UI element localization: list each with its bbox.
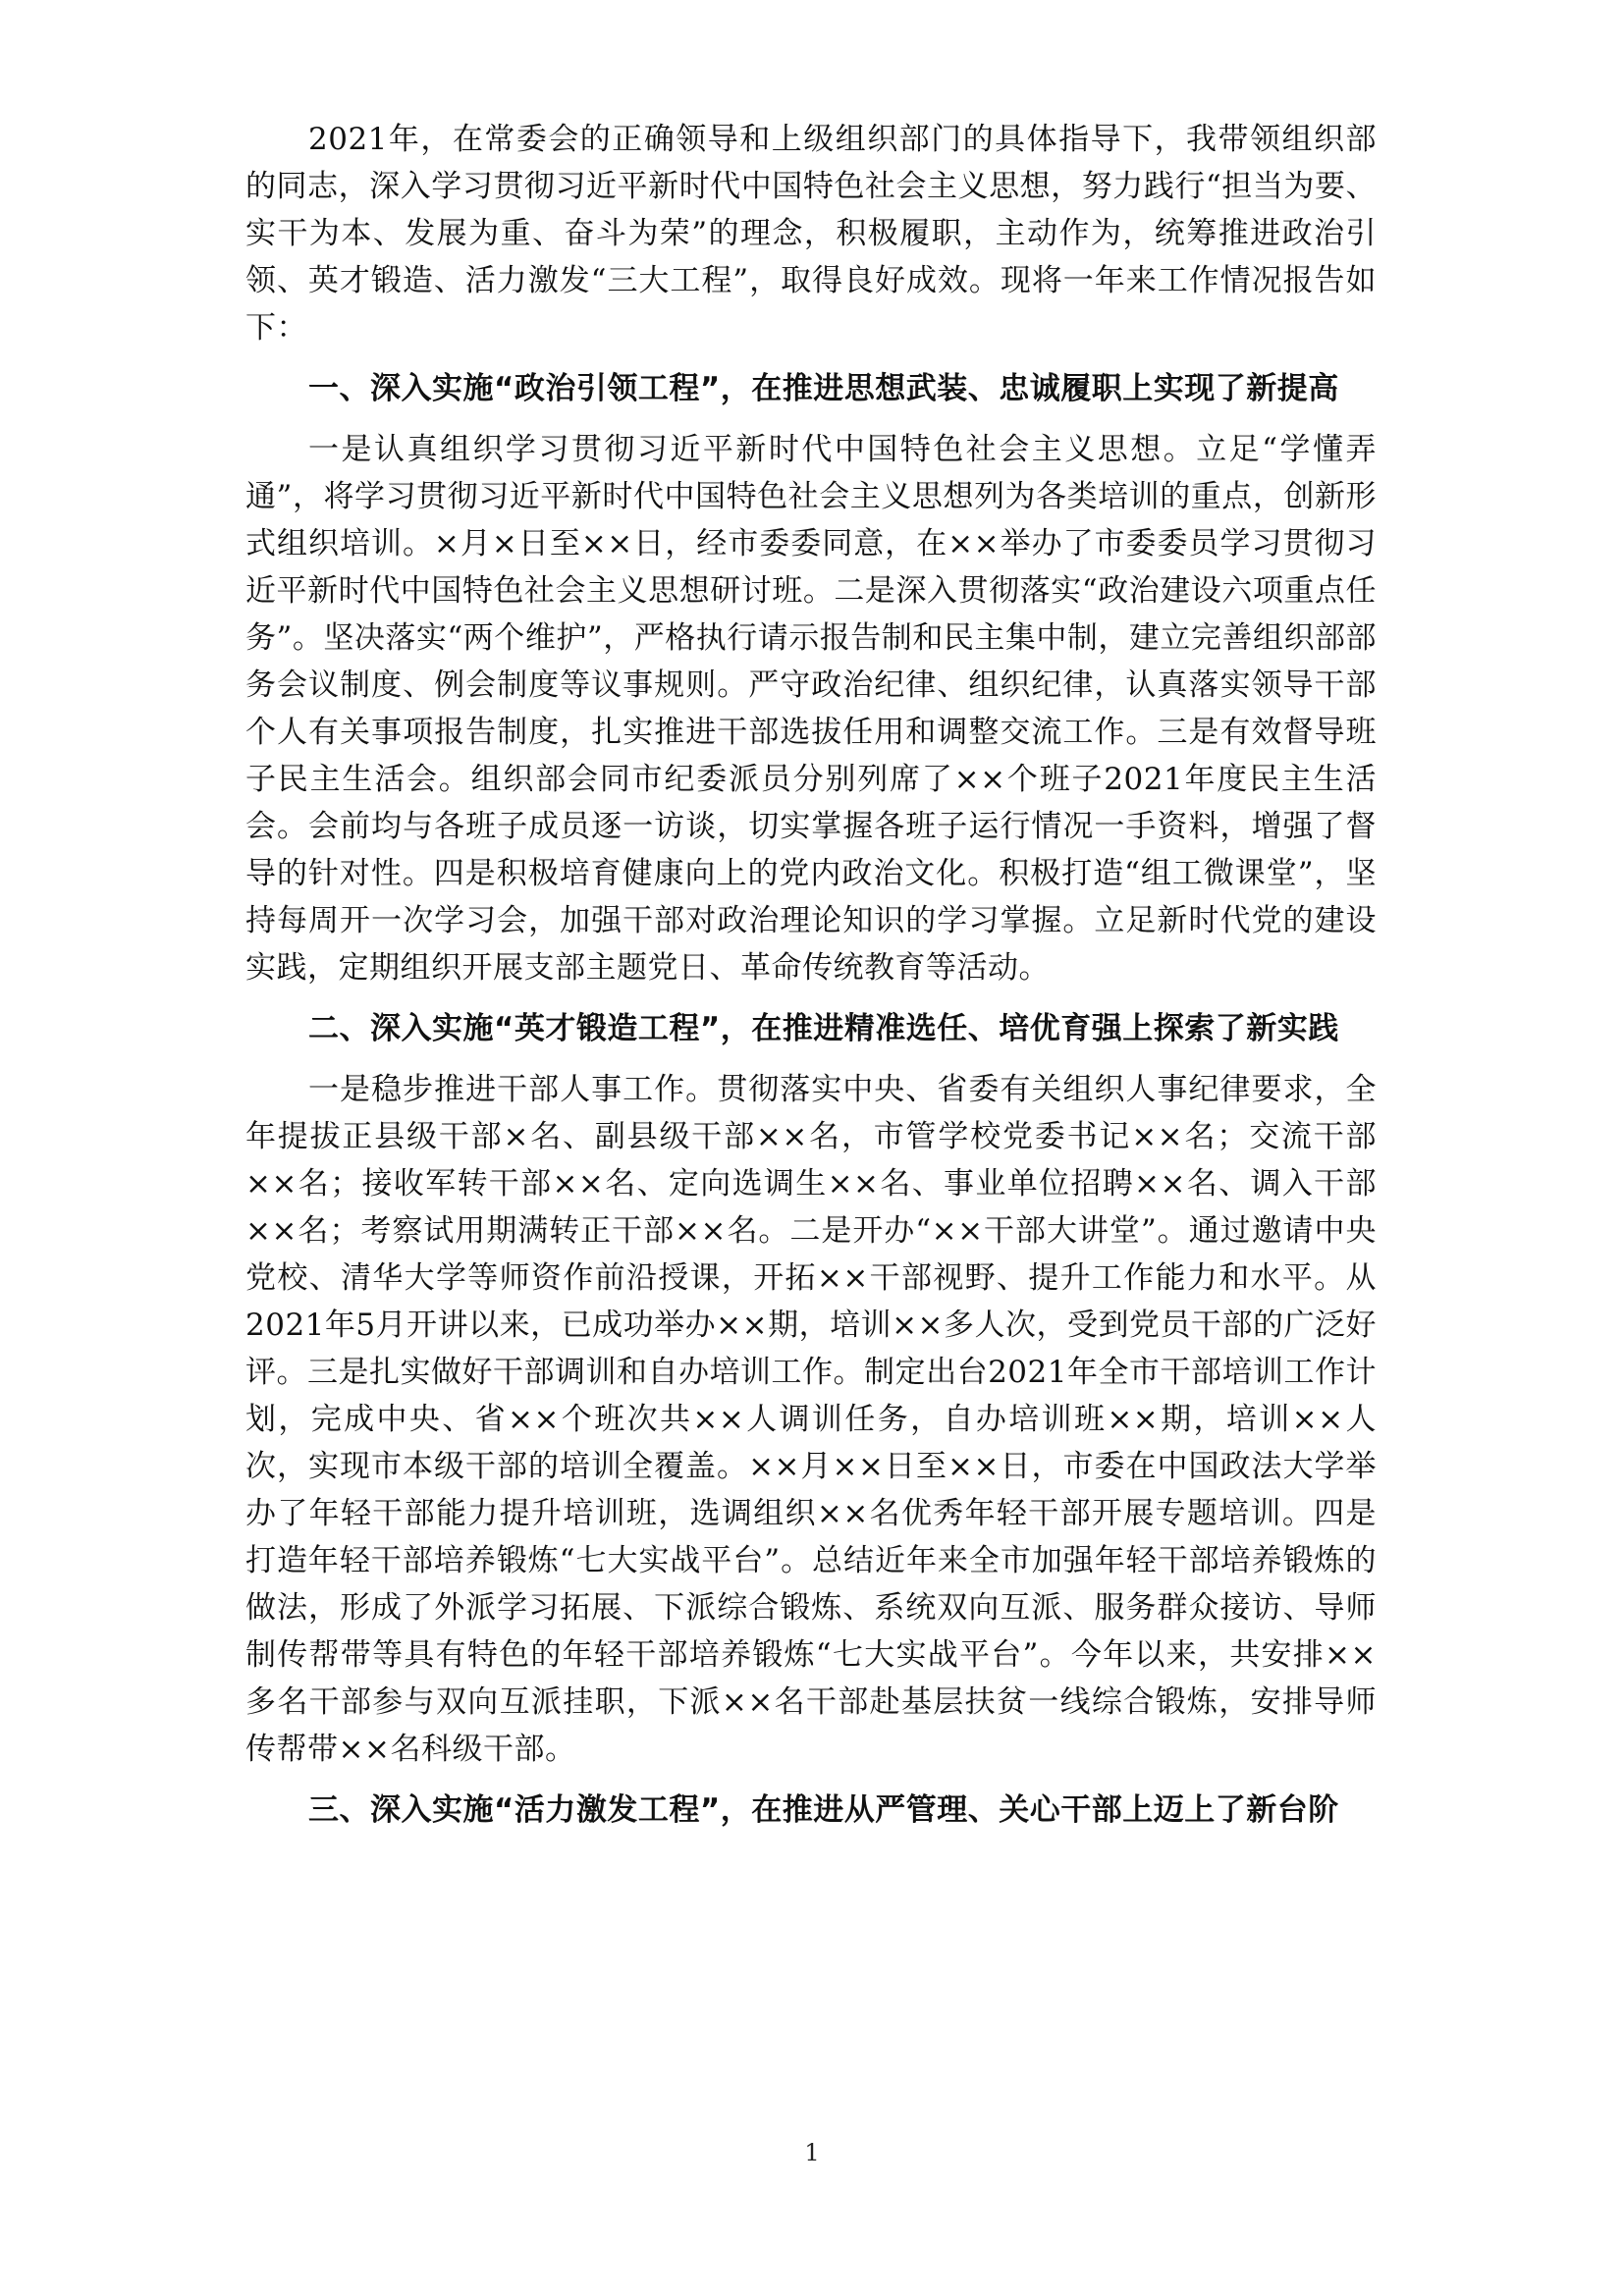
section-1-body: 一是认真组织学习贯彻习近平新时代中国特色社会主义思想。立足“学懂弄通”，将学习贯彻习近平新时代中国特色社会主义思想列为各类培训的重点，创新形式组织培训。×月×日至××日，经市委委同意，在××举办了市委委员学习贯彻习近平新时代中国特色社会主义思想研讨班。二是深入贯彻落实“政治建设六项重点任务”。坚决落实“两个维护”，严格执行请示报告制和民主集中制，建立完善组织部部务会议制度、例会制度等议事规则。严守政治纪律、组织纪律，认真落实领导干部个人有关事项报告制度，扎实推进干部选拔任用和调整交流工作。三是有效督导班子民主生活会。组织部会同市纪委派员分别列席了××个班子2021年度民主生活会。会前均与各班子成员逐一访谈，切实掌握各班子运行情况一手资料，增强了督导的针对性。四是积极培育健康向上的党内政治文化。积极打造“组工微课堂”，坚持每周开一次学习会，加强干部对政治理论知识的学习掌握。立足新时代党的建设实践，定期组织开展支部主题党日、革命传统教育等活动。: [245, 432, 1377, 986]
section-3-heading: 三、深入实施“活力激发工程”，在推进从严管理、关心干部上迈上了新台阶: [308, 1792, 1339, 1828]
section-1-heading: 一、深入实施“政治引领工程”，在推进思想武装、忠诚履职上实现了新提高: [308, 371, 1339, 406]
intro-paragraph: 2021年，在常委会的正确领导和上级组织部门的具体指导下，我带领组织部的同志，深入学习贯彻习近平新时代中国特色社会主义思想，努力践行“担当为要、实干为本、发展为重、奋斗为荣”的理念，积极履职，主动作为，统筹推进政治引领、英才锻造、活力激发“三大工程”，取得良好成效。现将一年来工作情况报告如下：: [245, 122, 1377, 346]
section-2-heading: 二、深入实施“英才锻造工程”，在推进精准选任、培优育强上探索了新实践: [308, 1011, 1339, 1046]
document-body: [245, 116, 1377, 1847]
section-2-body: 一是稳步推进干部人事工作。贯彻落实中央、省委有关组织人事纪律要求，全年提拔正县级干部×名、副县级干部××名，市管学校党委书记××名；交流干部××名；接收军转干部××名、定向选调生××名、事业单位招聘××名、调入干部××名；考察试用期满转正干部××名。二是开办“××干部大讲堂”。通过邀请中央党校、清华大学等师资作前沿授课，开拓××干部视野、提升工作能力和水平。从2021年5月开讲以来，已成功举办××期，培训××多人次，受到党员干部的广泛好评。三是扎实做好干部调训和自办培训工作。制定出台2021年全市干部培训工作计划，完成中央、省××个班次共××人调训任务，自办培训班××期，培训××人次，实现市本级干部的培训全覆盖。××月××日至××日，市委在中国政法大学举办了年轻干部能力提升培训班，选调组织××名优秀年轻干部开展专题培训。四是打造年轻干部培养锻炼“七大实战平台”。总结近年来全市加强年轻干部培养锻炼的做法，形成了外派学习拓展、下派综合锻炼、系统双向互派、服务群众接访、导师制传帮带等具有特色的年轻干部培养锻炼“七大实战平台”。今年以来，共安排××多名干部参与双向互派挂职，下派××名干部赴基层扶贫一线综合锻炼，安排导师传帮带××名科级干部。: [245, 1072, 1378, 1767]
page-number: 1: [804, 2139, 820, 2166]
